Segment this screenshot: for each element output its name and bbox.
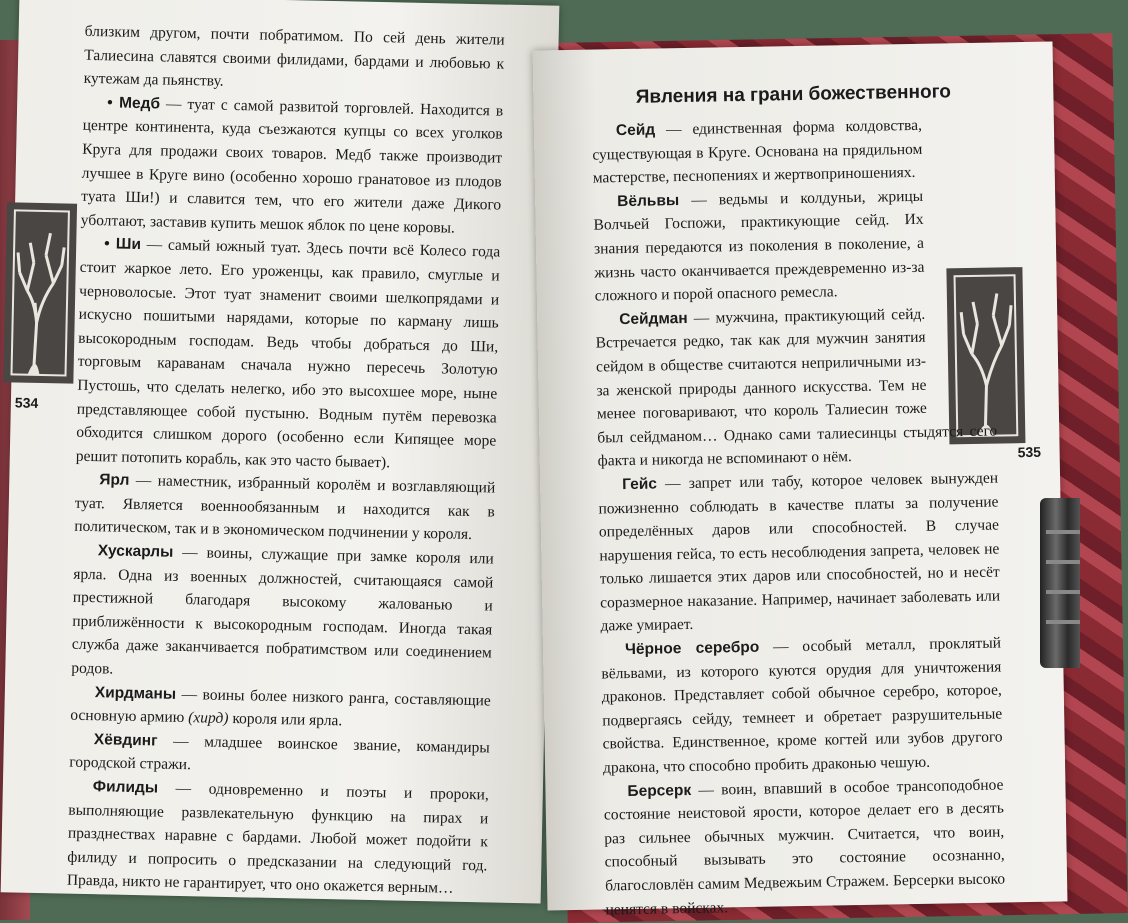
- binder-clip-ridge: [1046, 530, 1080, 534]
- paragraph-text: — одновременно и поэты и пророки, выполняющие развлекательную функцию на пирах и празднествах наравне с бардами. Любой может подойти к филиду и попросить о предсказании на следующий год. Правда, никто не гарантирует, что оно окажется верным…: [66, 779, 489, 898]
- paragraph-text: — воины, служащие при замке короля или ярла. Одна из военных должностей, считающаяся самой престижной благодаря высокому жалованью и приближённости к высокородным господам. Иногда такая служба даже заканчивается побратимством или соединением родов.: [71, 543, 494, 678]
- paragraph: [603, 773, 1005, 922]
- illustration-spacer: [7, 198, 69, 389]
- left-page: [1, 0, 560, 904]
- paragraph-text: — мужчина, практикующий сейд. Встречается редко, так как для мужчин занятия сейдом в обществе считаются неприличными из-за женской природы данного искусства. Тем не менее поговаривают, что король Талиесин тоже был сейдманом… Однако сами талиесинцы стыдятся сего факта и никогда не вспоминают о нём.: [595, 305, 998, 470]
- left-page-text: [67, 20, 505, 902]
- paragraph-text: — воин, впавший в особое трансоподобное состояние неистовой ярости, которое делает его в десять раз сильнее обычных мужчин. Считается, что воин, способный вызывать это состояние осознанно, благословлён самим Медвежьим Стражем. Берсерки высоко ценятся в войсках.: [603, 776, 1006, 919]
- paragraph-text: — запрет или табу, которое человек вынужден пожизненно соблюдать в качестве платы за получение определённых даров или способностей. В случае нарушения гейса, то есть несоблюдения запрета, человек не только лишается этих даров или способностей, но и несёт соразмерное наказание. Например, начинает заболевать или даже умирает.: [598, 469, 1001, 635]
- paragraph-text: — туат с самой развитой торговлей. Находится в центре континента, куда съезжаются купцы со всех уголков Круга для продажи своих товаров. Медб также производит лучшее в Круге вино (особенно хорошо гранатовое из плодов туата Ши!) и славится тем, что его жители даже Дикого уболтают, заставив купить мешок яблок по цене коровы.: [80, 95, 504, 237]
- paragraph: [71, 539, 494, 689]
- page-number-right: 535: [1017, 443, 1042, 461]
- paragraph-text: — ведьмы и колдуньи, жрицы Волчьей Госпожи, практикующие сейд. Их знания передаются из поколения в поколение, а жизнь часто оканчивается преждевременно из-за сложного и порой опасного ремесла.: [593, 187, 925, 305]
- binder-clip-ridge: [1046, 560, 1080, 564]
- term: Хирдманы: [94, 683, 177, 703]
- term: Хускарлы: [97, 542, 174, 561]
- paragraph: [592, 113, 993, 191]
- term: Берсерк: [627, 781, 692, 800]
- right-page: [533, 42, 1068, 919]
- paragraph-text: короля или ярла.: [228, 710, 343, 730]
- paragraph-text: — особый металл, проклятый вёльвами, из которого куются орудия для уничтожения драконов. Представляет собой обычное серебро, которое, подвергаясь сейду, темнеет и обретает разрушительные свойства. Единственное, кроме когтей или зубов другого дракона, что способно пробить драконью чешую.: [601, 634, 1003, 777]
- paragraph-text: — единственная форма колдовства, существующая в Круге. Основана на прядильном мастерстве, песнопениях и жертвоприношениях.: [592, 116, 923, 187]
- illustration-spacer: [924, 241, 997, 418]
- right-page-text: [592, 113, 1006, 922]
- binder-clip-ridge: [1046, 590, 1080, 594]
- paragraph: [76, 232, 501, 477]
- term: Сейдман: [619, 309, 688, 328]
- term: • Ши: [104, 235, 142, 254]
- paragraph: [598, 466, 1001, 638]
- term: Хёвдинг: [93, 730, 158, 750]
- term: Вёльвы: [617, 191, 680, 210]
- paragraph-text: — самый южный туат. Здесь почти всё Колесо года стоит жаркое лето. Его уроженцы, как правило, смуглые и черноволосые. Этот туат знаменит своими шелкопрядами и искусно пошитыми нарядами, которые по карману лишь высокородным господам. Ведь чтобы добраться до Ши, торговым караванам сначала нужно пересечь Золотую Пустошь, что сделать нелегко, ибо это высохшее море, ныне представляющее собой пустыню. Водным путём перевозка обходится слишком дорого (особенно если Кипящее море решит потопить корабль, как это часто бывает).: [75, 236, 501, 471]
- paragraph: [83, 20, 504, 100]
- binder-clip: [1040, 498, 1080, 668]
- paragraph-text: — младшее воинское звание, командиры городской стражи.: [69, 732, 490, 774]
- section-heading: Явления на грани божественного: [635, 81, 952, 108]
- paragraph: [80, 91, 503, 241]
- term: Филиды: [92, 778, 159, 797]
- paragraph-text: близким другом, почти побратимом. По сей день жители Талиесина славятся своими филидами, бардами и любовью к кутежам да пьянству.: [83, 22, 505, 90]
- paragraph: [601, 632, 1003, 781]
- binder-clip-ridge: [1046, 620, 1080, 624]
- italic-term: (хирд): [188, 709, 229, 728]
- term: • Медб: [107, 94, 161, 113]
- paragraph: [74, 468, 495, 548]
- paragraph: [70, 680, 491, 736]
- term: Гейс: [621, 475, 658, 494]
- page-number-left: 534: [14, 394, 39, 411]
- term: Сейд: [615, 121, 656, 140]
- paragraph-text: — наместник, избранный королём и возглавляющий туат. Является военнообязанным и находится как в политическом, так и в экономическом подчинении у короля.: [74, 472, 496, 544]
- term: Чёрное серебро: [624, 638, 760, 659]
- term: Ярл: [99, 471, 130, 490]
- paragraph-text: — воины более низкого ранга, составляющие основную армию: [70, 685, 491, 727]
- paragraph: [67, 775, 489, 902]
